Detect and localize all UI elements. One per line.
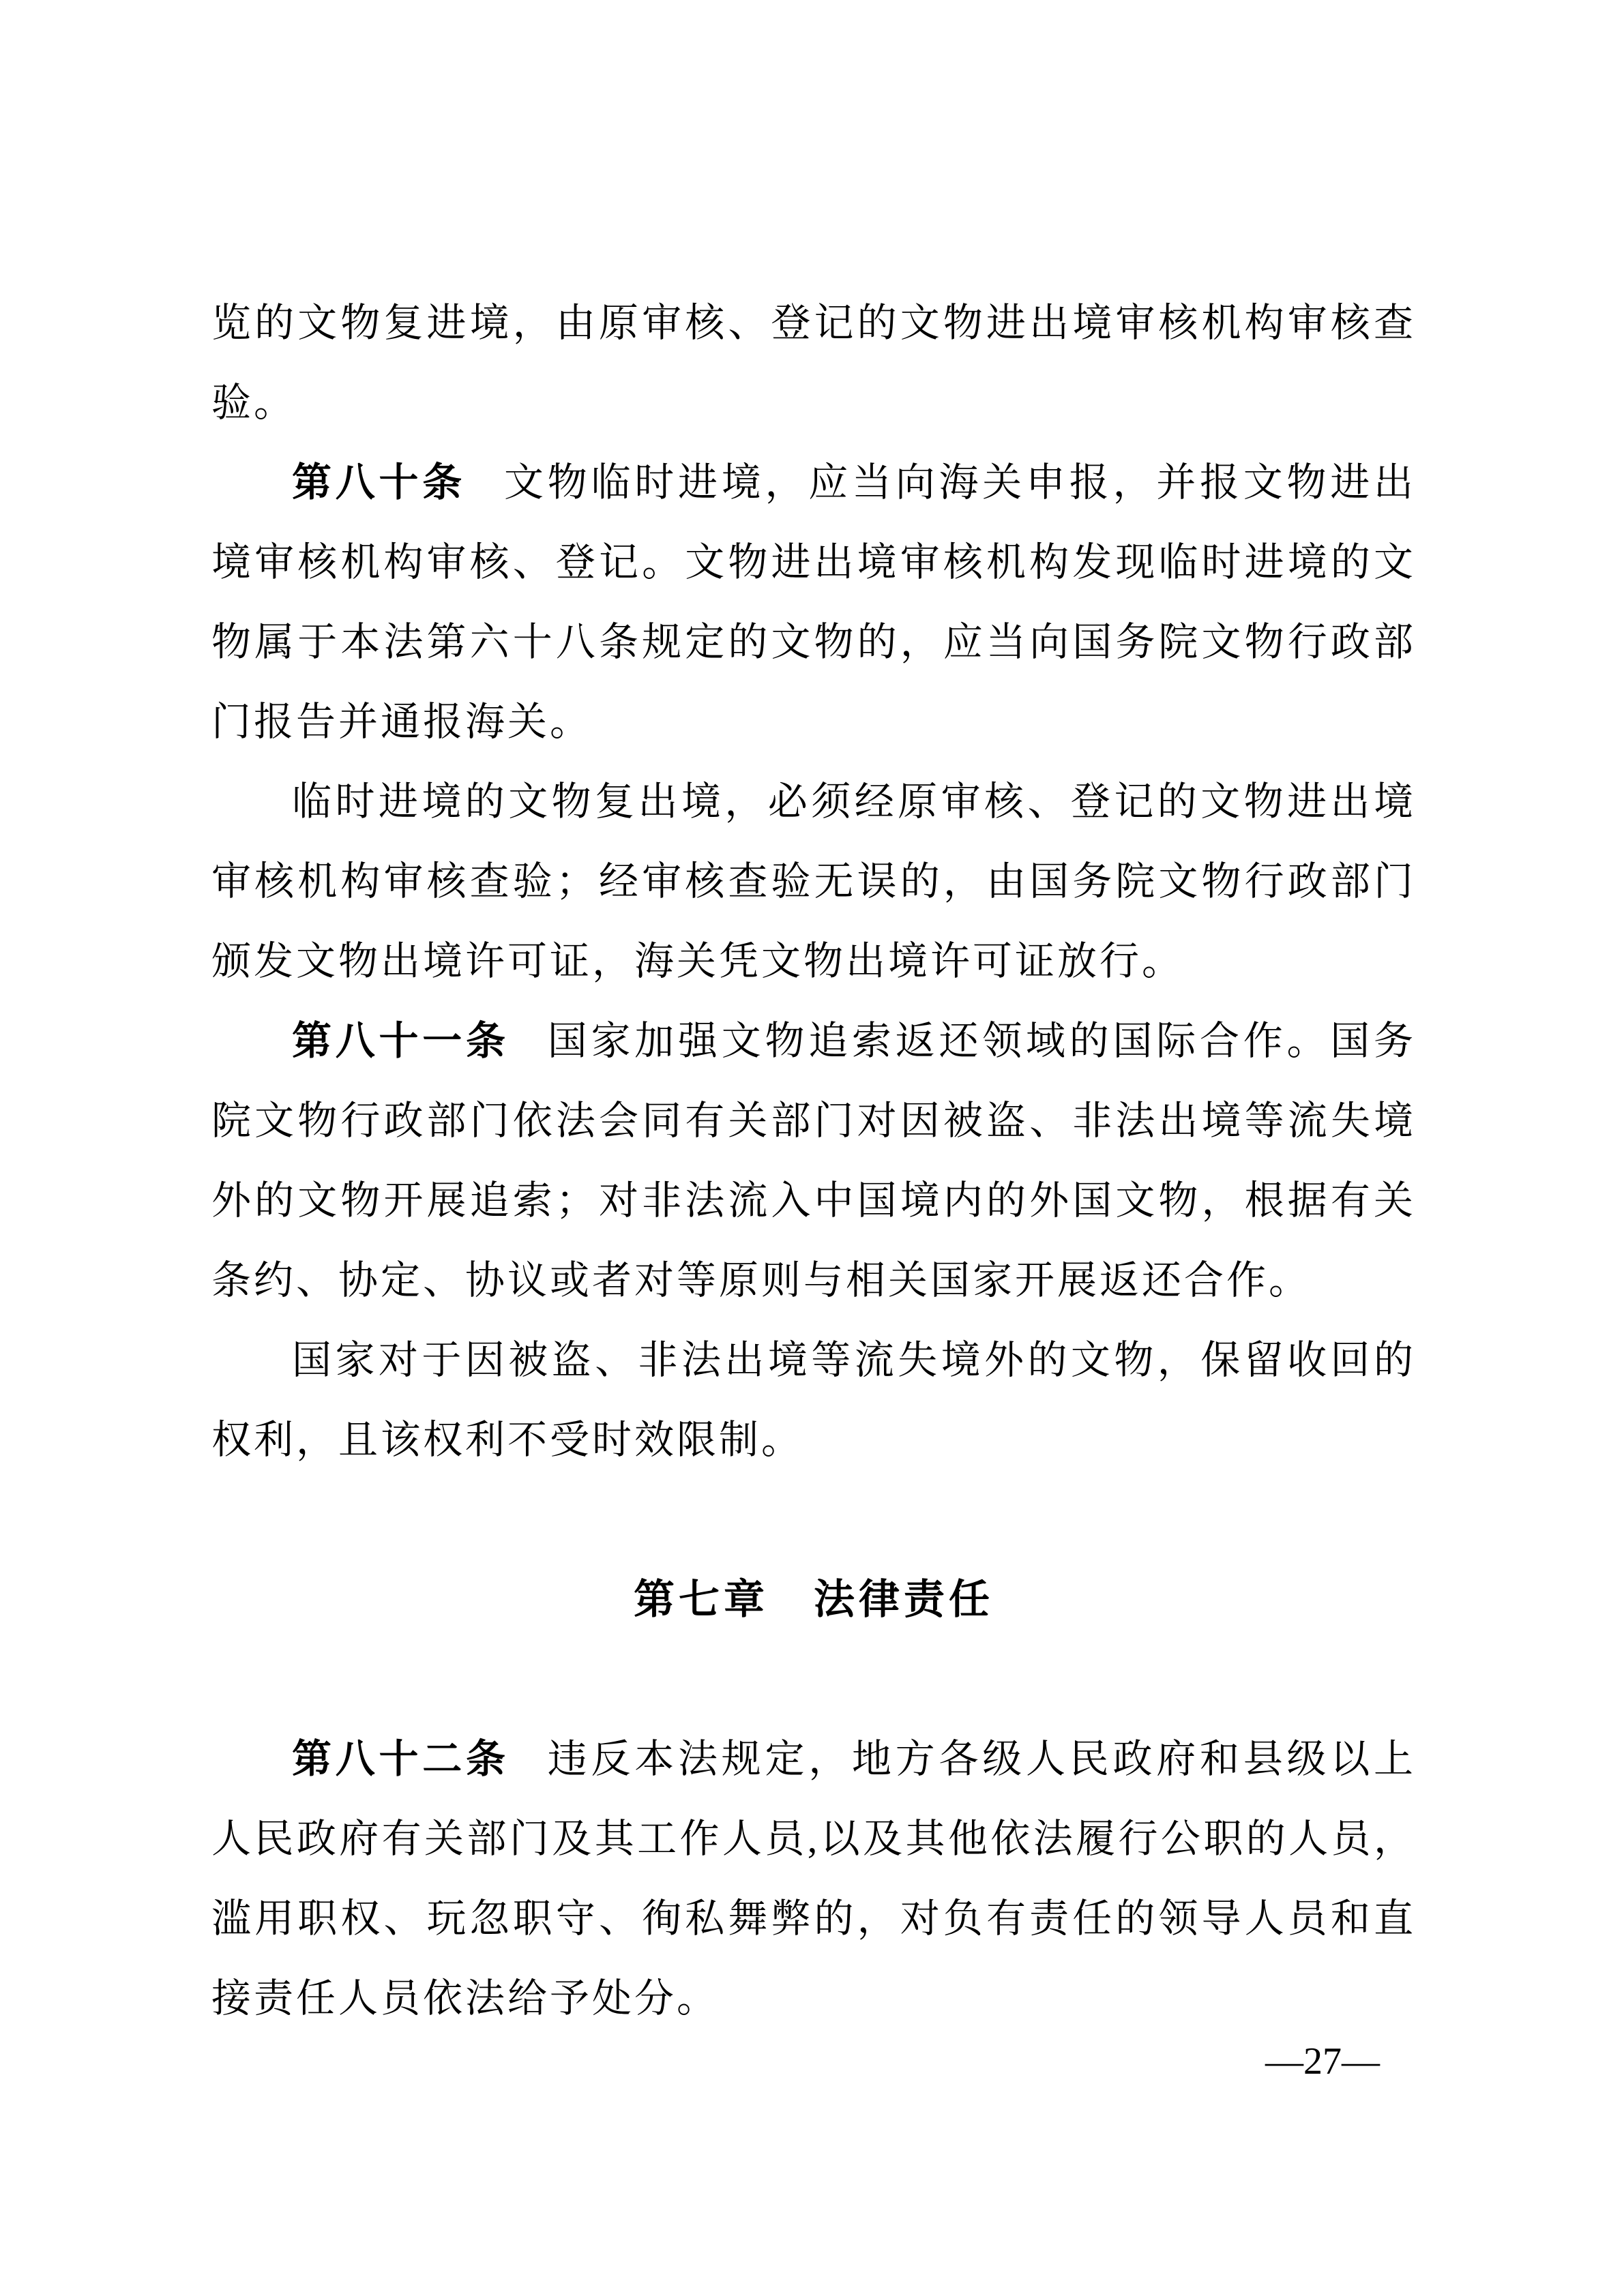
line-text: 验。 bbox=[211, 381, 297, 425]
line-text: 外的文物开展追索；对非法流入中国境内的外国文物，根据有关 bbox=[211, 1178, 1416, 1223]
line-text: 权利，且该权利不受时效限制。 bbox=[211, 1418, 804, 1462]
line-text: 违反本法规定，地方各级人民政府和县级以上 bbox=[547, 1737, 1416, 1781]
text-line bbox=[211, 841, 1416, 921]
text-line bbox=[211, 1400, 1416, 1480]
line-text: 人民政府有关部门及其工作人员,以及其他依法履行公职的人员， bbox=[211, 1817, 1416, 1861]
line-text: 物属于本法第六十八条规定的文物的，应当向国务院文物行政部 bbox=[211, 620, 1416, 664]
text-line bbox=[211, 522, 1416, 602]
line-text: 国家加强文物追索返还领域的国际合作。国务 bbox=[547, 1019, 1416, 1063]
line-text: 审核机构审核查验；经审核查验无误的，由国务院文物行政部门 bbox=[211, 859, 1416, 904]
text-line bbox=[211, 602, 1416, 682]
line-text: 条约、协定、协议或者对等原则与相关国家开展返还合作。 bbox=[211, 1258, 1312, 1302]
blank-line bbox=[211, 1639, 1416, 1719]
line-text: 滥用职权、玩忽职守、徇私舞弊的，对负有责任的领导人员和直 bbox=[211, 1896, 1416, 1941]
line-text: 第七章 法律责任 bbox=[634, 1577, 994, 1622]
article-number: 第八十条 bbox=[292, 460, 466, 505]
line-text: 国家对于因被盗、非法出境等流失境外的文物，保留收回的 bbox=[292, 1338, 1416, 1382]
text-line bbox=[211, 1719, 1416, 1799]
text-line bbox=[211, 1958, 1416, 2038]
line-text: 文物临时进境，应当向海关申报，并报文物进出 bbox=[504, 460, 1416, 505]
line-text: 门报告并通报海关。 bbox=[211, 700, 593, 744]
text-line bbox=[211, 443, 1416, 522]
text-block bbox=[211, 283, 1416, 2038]
chapter-heading bbox=[211, 1560, 1416, 1639]
line-text: 颁发文物出境许可证，海关凭文物出境许可证放行。 bbox=[211, 939, 1185, 983]
line-text: 院文物行政部门依法会同有关部门对因被盗、非法出境等流失境 bbox=[211, 1099, 1416, 1143]
article-number: 第八十一条 bbox=[292, 1019, 510, 1063]
text-line bbox=[211, 1320, 1416, 1400]
text-line bbox=[211, 1799, 1416, 1879]
text-line bbox=[211, 283, 1416, 363]
text-line bbox=[211, 682, 1416, 762]
page-number: —27— bbox=[1265, 2040, 1380, 2083]
text-line bbox=[211, 1081, 1416, 1161]
text-line bbox=[211, 363, 1416, 443]
text-line bbox=[211, 1879, 1416, 1958]
text-line bbox=[211, 1161, 1416, 1240]
line-text: 临时进境的文物复出境，必须经原审核、登记的文物进出境 bbox=[292, 779, 1416, 824]
line-text: 接责任人员依法给予处分。 bbox=[211, 1976, 720, 2021]
text-line bbox=[211, 762, 1416, 841]
text-line bbox=[211, 921, 1416, 1001]
text-line bbox=[211, 1001, 1416, 1081]
line-text: 境审核机构审核、登记。文物进出境审核机构发现临时进境的文 bbox=[211, 540, 1416, 584]
blank-line bbox=[211, 1480, 1416, 1560]
line-text: 览的文物复进境，由原审核、登记的文物进出境审核机构审核查 bbox=[211, 301, 1416, 345]
article-number: 第八十二条 bbox=[292, 1737, 510, 1781]
text-line bbox=[211, 1240, 1416, 1320]
